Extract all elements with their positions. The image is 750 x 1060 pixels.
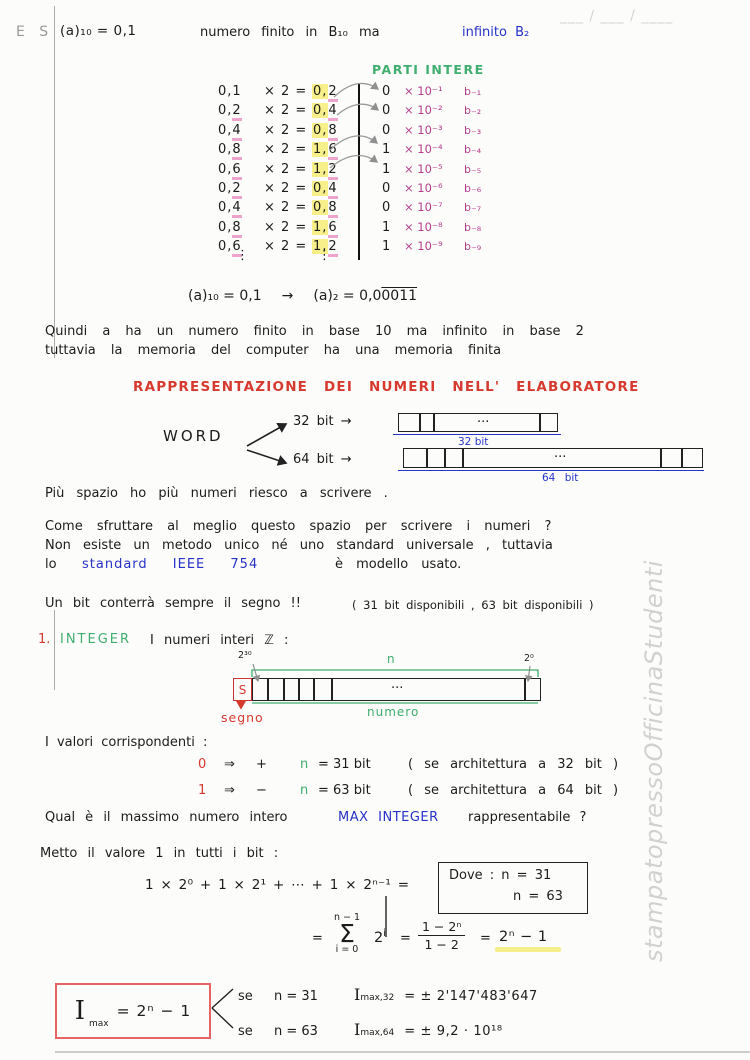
ellipsis-right: ⋮ — [318, 248, 331, 263]
integer-part-bit: 1 — [382, 219, 391, 235]
integer-part-bit: 1 — [382, 239, 391, 255]
power-of-base: × 10⁻⁶ — [404, 180, 443, 195]
integer-part-bit: 0 — [382, 180, 391, 196]
case-n63: se n = 63 I $_{max,64}$ = ± 9,2 · 10¹⁸ — [238, 1020, 503, 1039]
integer-part-bit: 1 — [382, 161, 391, 177]
conversion-table — [218, 84, 481, 259]
ieee754-standard-label: standard IEEE 754 — [82, 557, 259, 572]
integer-part-bit: 0 — [382, 122, 391, 138]
parti-intere-heading: PARTI INTERE — [372, 62, 485, 77]
bit-coefficient: b₋₂ — [464, 104, 482, 118]
case-brace-lower — [212, 1008, 233, 1028]
n-symbol: n — [300, 757, 309, 772]
bit-coefficient: b₋₇ — [464, 201, 482, 215]
paragraph-how-to-use-line2: Non esiste un metodo unico né uno standard universale , tuttavia — [45, 538, 553, 553]
dove-box: Dove : n = 31 n = 63 — [438, 862, 588, 914]
product: 1,6 — [312, 142, 356, 157]
conversion-row — [218, 84, 481, 103]
max-integer-question-pre: Qual è il massimo numero intero — [45, 810, 288, 825]
margin-line-bottom — [54, 610, 55, 690]
paragraph-how-to-use-line3-post: è modello usato. — [335, 557, 462, 572]
geometric-sum-expansion: 1 × 2⁰ + 1 × 2¹ + ⋯ + 1 × 2ⁿ⁻¹ = — [145, 877, 410, 893]
metto-line: Metto il valore 1 in tutti i bit : — [40, 846, 279, 861]
binary-result-line — [188, 288, 417, 304]
conversion-row — [218, 103, 481, 122]
operator: × 2 = — [264, 180, 308, 196]
value-row — [198, 783, 618, 809]
summand: 2$^i$ — [374, 928, 386, 946]
case-n31: se n = 31 I $_{max,32}$ = ± 2'147'483'647 — [238, 985, 538, 1004]
product: 0,8 — [312, 200, 356, 215]
operand: 0,4 — [218, 200, 264, 215]
lsb-power-label: 2⁰ — [524, 653, 534, 664]
values-intro: I valori corrispondenti : — [45, 735, 208, 750]
underline-64bit — [398, 470, 704, 471]
branch-32bit-label: 32 bit → — [293, 414, 352, 429]
product: 0,2 — [312, 84, 356, 99]
sign-bit-note: Un bit conterrà sempre il segno !! — [45, 596, 301, 611]
product: 0,8 — [312, 123, 356, 138]
register-dots: ... — [477, 411, 490, 426]
sign-symbol: + — [256, 757, 267, 772]
branch-64bit-label: 64 bit → — [293, 452, 352, 467]
case-brace-upper — [212, 989, 233, 1008]
segno-label: segno — [221, 710, 264, 725]
sum-result: 2ⁿ − 1 — [499, 929, 548, 945]
ellipsis-left: ⋮ — [236, 248, 249, 263]
conversion-row — [218, 123, 481, 142]
operator: × 2 = — [264, 219, 308, 235]
power-of-base: × 10⁻¹ — [404, 84, 443, 98]
value-row — [198, 757, 618, 783]
power-of-base: × 10⁻⁴ — [404, 142, 443, 157]
bit-coefficient: b₋₆ — [464, 181, 482, 195]
conversion-row — [218, 142, 481, 161]
page-bottom-edge — [55, 1051, 750, 1053]
register-dots: ... — [554, 446, 567, 461]
caption-64bit: 64 bit — [542, 472, 579, 484]
power-of-base: × 10⁻⁵ — [404, 161, 443, 176]
bit-coefficient: b₋₃ — [464, 123, 482, 137]
word-branch-arrow-32 — [247, 424, 286, 446]
integer-title: INTEGER — [60, 632, 132, 647]
margin-line-top — [54, 6, 55, 358]
watermark: stampatopressoOfficinaStudenti — [640, 560, 668, 962]
section-title: RAPPRESENTAZIONE DEI NUMERI NELL' ELABORATORE — [133, 379, 640, 395]
paragraph-how-to-use-line3-pre: lo — [45, 557, 57, 572]
arrow-right-icon: → — [281, 288, 294, 304]
imax-formula-box: I $_{max}$ = 2ⁿ − 1 — [55, 983, 211, 1039]
word-64bit-register — [403, 448, 703, 468]
word-label: WORD — [163, 427, 224, 445]
integer-part-bit: 1 — [382, 142, 391, 158]
conversion-row — [218, 220, 481, 239]
conversion-row — [218, 200, 481, 219]
n-symbol: n — [300, 783, 309, 798]
power-of-base: × 10⁻⁹ — [404, 239, 443, 254]
paragraph-finite-memory: Quindi a ha un numero finito in base 10 ma infinito in base 2 tuttavia la memoria del computer ha una memoria finita — [45, 324, 584, 358]
margin-label-es: E S — [16, 24, 54, 40]
values-table — [198, 757, 618, 809]
operator: × 2 = — [264, 239, 308, 255]
header-emphasis: infinito B₂ — [462, 25, 530, 40]
periodic-digits: 0011 — [381, 288, 418, 304]
max-integer-label: MAX INTEGER — [338, 810, 439, 825]
architecture-note: ( se architettura a 32 bit ) — [408, 757, 619, 772]
n-bracket — [252, 670, 538, 677]
operand: 0,8 — [218, 220, 264, 235]
operator: × 2 = — [264, 122, 308, 138]
equals-2: = — [400, 931, 411, 946]
register-dots: ... — [391, 677, 404, 692]
msb-power-label: 2³⁰ — [238, 650, 252, 661]
operand: 0,6 — [218, 162, 264, 177]
underline-32bit — [393, 434, 561, 435]
table-divider-bar — [358, 84, 360, 260]
bit-coefficient: b₋₄ — [464, 143, 482, 157]
power-of-base: × 10⁻³ — [404, 122, 443, 137]
max-integer-question-post: rappresentabile ? — [468, 810, 587, 825]
product: 0,4 — [312, 181, 356, 196]
integer-part-bit: 0 — [382, 84, 391, 99]
operand: 0,2 — [218, 181, 264, 196]
bit-coefficient: b₋₅ — [464, 162, 482, 176]
date-field: ___ / ___ / ____ — [560, 8, 674, 24]
n-bits-label: n — [387, 652, 395, 666]
product: 1,2 — [312, 162, 356, 177]
number-bits-register — [252, 678, 541, 701]
product: 1,6 — [312, 220, 356, 235]
bit-coefficient: b₋₈ — [464, 220, 482, 234]
power-of-base: × 10⁻⁷ — [404, 200, 443, 215]
operator: × 2 = — [264, 103, 308, 119]
fraction: $\frac{\text{1 − 2ⁿ}}{1 - 2}$ — [418, 919, 465, 952]
decimal-value: (a)₁₀ = 0,1 — [188, 288, 262, 304]
equals-1: = — [312, 931, 323, 946]
operand: 0,2 — [218, 103, 264, 118]
paragraph-how-to-use-line1: Come sfruttare al meglio questo spazio per scrivere i numeri ? — [45, 519, 552, 534]
sign-symbol: − — [256, 783, 267, 798]
word-32bit-register — [398, 413, 558, 432]
sign-bit-cell: S — [233, 678, 252, 701]
product: 0,4 — [312, 103, 356, 118]
paragraph-more-space: Più spazio ho più numeri riesco a scrivere . — [45, 486, 388, 501]
operator: × 2 = — [264, 161, 308, 177]
integer-part-bit: 0 — [382, 200, 391, 216]
operand: 0,1 — [218, 84, 242, 99]
bit-value: 0 — [198, 757, 207, 772]
power-of-base: × 10⁻² — [404, 103, 443, 118]
bit-value: 1 — [198, 783, 207, 798]
operand: 0,4 — [218, 123, 264, 138]
equals-3: = — [480, 931, 491, 946]
implies-icon: ⇒ — [224, 783, 235, 798]
operator: × 2 = — [264, 200, 308, 216]
bit-coefficient: b₋₉ — [464, 240, 482, 254]
bit-coefficient: b₋₁ — [464, 85, 482, 98]
caption-32bit: 32 bit — [458, 436, 489, 448]
operand: 0,6 — [218, 239, 264, 254]
implies-icon: ⇒ — [224, 757, 235, 772]
summation-symbol: n − 1 Σ i = 0 — [333, 912, 361, 955]
operand: 0,8 — [218, 142, 264, 157]
conversion-row — [218, 162, 481, 181]
yellow-highlight-bar — [495, 947, 561, 952]
word-branch-arrow-64 — [247, 450, 286, 463]
operator: × 2 = — [264, 84, 308, 99]
power-of-base: × 10⁻⁸ — [404, 219, 443, 234]
n-value: = 63 bit — [318, 783, 371, 798]
architecture-note: ( se architettura a 64 bit ) — [408, 783, 619, 798]
header-formula: (a)₁₀ = 0,1 — [60, 23, 137, 39]
sign-bit-note-aside: ( 31 bit disponibili , 63 bit disponibili ) — [352, 598, 594, 612]
header-text: numero finito in B₁₀ ma — [200, 25, 380, 40]
conversion-row — [218, 181, 481, 200]
conversion-row — [218, 239, 481, 258]
n-value: = 31 bit — [318, 757, 371, 772]
binary-value: (a)₂ = 0,00011 — [313, 288, 418, 304]
integer-subtitle: I numeri interi ℤ : — [150, 633, 289, 648]
numero-label: numero — [367, 705, 420, 719]
operator: × 2 = — [264, 142, 308, 158]
integer-part-bit: 0 — [382, 103, 391, 119]
section-number: 1. — [38, 632, 51, 647]
product: 1,2 — [312, 239, 356, 254]
